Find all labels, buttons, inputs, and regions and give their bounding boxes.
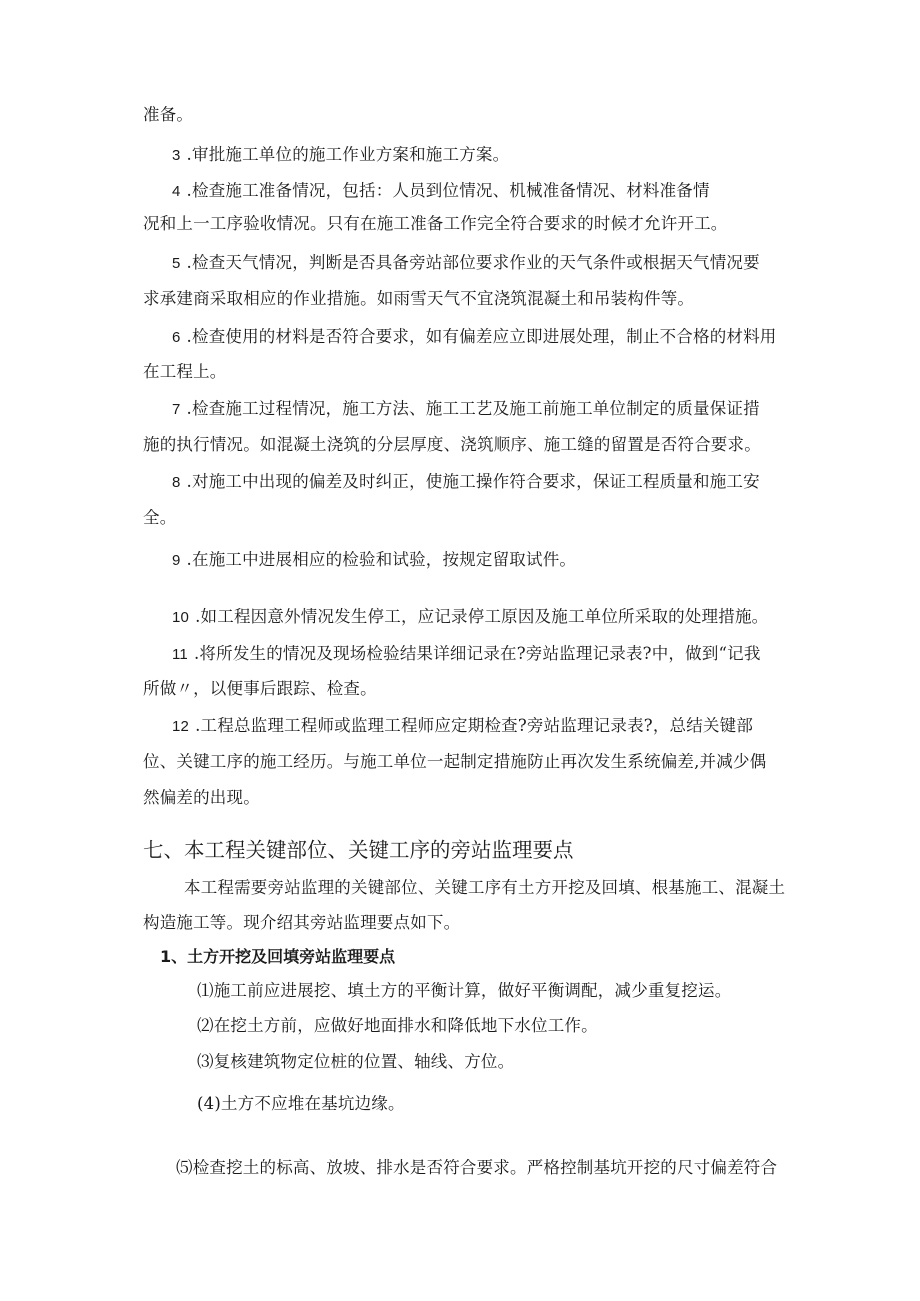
item-number: 6 <box>172 329 181 346</box>
text-line: .审批施工单位的施工作业方案和施工方案。 <box>186 145 510 164</box>
text-line: .检查施工过程情况，施工方法、施工工艺及施工前施工单位制定的质量保证措 <box>186 399 760 418</box>
list-item-8 <box>172 471 760 494</box>
text-line: 构造施工等。现介绍其旁站监理要点如下。 <box>143 913 461 932</box>
list-item-11 <box>172 643 761 666</box>
text-line: .检查施工准备情况，包括：人员到位情况、机械准备情况、材料准备情 <box>186 181 710 200</box>
text-line: .如工程因意外情况发生停工，应记录停工原因及施工单位所采取的处理措施。 <box>195 607 769 626</box>
list-item-3 <box>172 144 509 167</box>
list-item: ⑵在挖土方前，应做好地面排水和降低地下水位工作。 <box>197 1016 598 1035</box>
list-item-12 <box>172 715 753 738</box>
text-line: 准备。 <box>143 105 194 124</box>
text-line: 然偏差的出现。 <box>143 788 260 807</box>
text-line: .在施工中进展相应的检验和试验，按规定留取试件。 <box>186 550 577 569</box>
item-number: 9 <box>172 552 181 569</box>
list-item: ⑶复核建筑物定位桩的位置、轴线、方位。 <box>197 1052 515 1071</box>
item-number: 3 <box>172 147 181 164</box>
text-line: .对施工中出现的偏差及时纠正，使施工操作符合要求，保证工程质量和施工安 <box>186 472 760 491</box>
text-line: 求承建商采取相应的作业措施。如雨雪天气不宜浇筑混凝土和吊装构件等。 <box>143 289 695 308</box>
text-line: 况和上一工序验收情况。只有在施工准备工作完全符合要求的时候才允许开工。 <box>143 214 728 233</box>
list-item-10 <box>172 606 768 629</box>
text-line: .检查天气情况，判断是否具备旁站部位要求作业的天气条件或根据天气情况要 <box>186 253 760 272</box>
list-item-4 <box>172 180 710 203</box>
text-line: 所做〃，以便事后跟踪、检查。 <box>143 679 377 698</box>
item-number: 5 <box>172 255 181 272</box>
item-number: 7 <box>172 401 181 418</box>
text-line: 在工程上。 <box>143 362 227 381</box>
list-item: (4)土方不应堆在基坑边缘。 <box>197 1094 405 1113</box>
item-number: 12 <box>172 718 190 735</box>
text-line: .将所发生的情况及现场检验结果详细记录在?旁站监理记录表?中，做到“记我 <box>193 644 761 663</box>
item-number: 10 <box>172 609 190 626</box>
item-number: 4 <box>172 183 181 200</box>
text-line: .检查使用的材料是否符合要求，如有偏差应立即进展处理，制止不合格的材料用 <box>186 327 777 346</box>
list-item: ⑸检查挖土的标高、放坡、排水是否符合要求。严格控制基坑开挖的尺寸偏差符合 <box>176 1158 778 1177</box>
section-heading: 七、本工程关键部位、关键工序的旁站监理要点 <box>143 838 574 862</box>
item-number: 11 <box>172 646 188 663</box>
subsection-heading: 1、土方开挖及回填旁站监理要点 <box>160 947 396 966</box>
text-line: 施的执行情况。如混凝土浇筑的分层厚度、浇筑顺序、施工缝的留置是否符合要求。 <box>143 435 761 454</box>
text-line: 本工程需要旁站监理的关键部位、关键工序有土方开挖及回填、根基施工、混凝土 <box>184 878 786 897</box>
item-number: 8 <box>172 474 181 491</box>
text-line: 全。 <box>143 508 177 527</box>
text-line: .工程总监理工程师或监理工程师应定期检查?旁站监理记录表?，总结关键部 <box>195 716 754 735</box>
list-item-7 <box>172 398 760 421</box>
list-item-5 <box>172 252 760 275</box>
list-item: ⑴施工前应进展挖、填土方的平衡计算，做好平衡调配，减少重复挖运。 <box>197 981 732 1000</box>
list-item-6 <box>172 326 777 349</box>
text-line: 位、关键工序的施工经历。与施工单位一起制定措施防止再次发生系统偏差,并减少偶 <box>143 752 767 771</box>
list-item-9 <box>172 549 576 572</box>
